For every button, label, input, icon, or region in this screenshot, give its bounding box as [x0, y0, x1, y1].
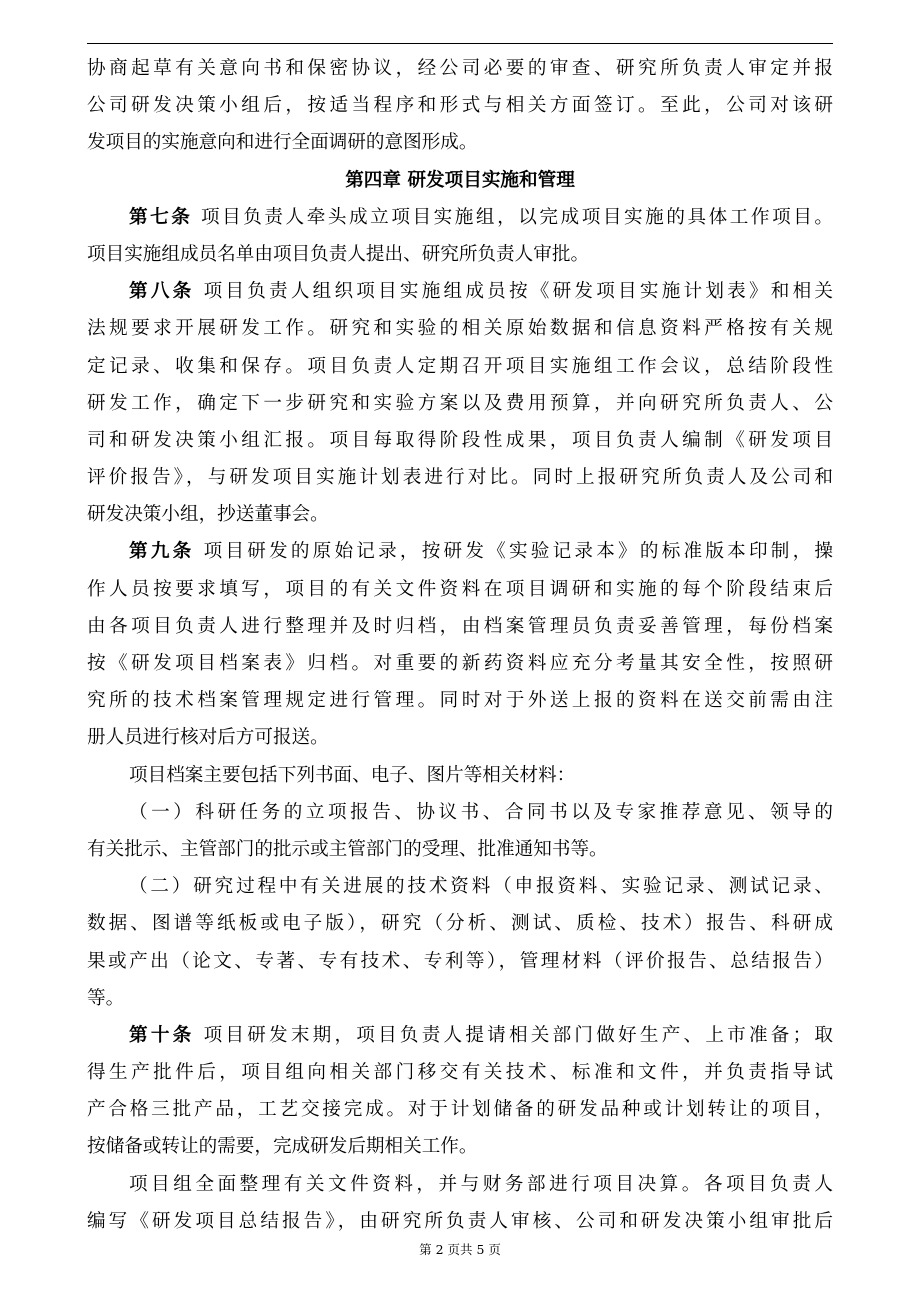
article-label: 第九条	[129, 541, 195, 563]
text-line: 项目组全面整理有关文件资料，并与财务部进行项目决算。各项目负责人	[129, 1173, 833, 1195]
text-line: 编写《研发项目总结报告》，由研究所负责人审核、公司和研发决策小组审批后	[87, 1210, 833, 1232]
text-line	[87, 533, 833, 570]
article-label: 第十条	[129, 1024, 195, 1046]
text-line: 研发决策小组，抄送董事会。	[87, 504, 329, 526]
text-line: 评价报告》，与研发项目实施计划表进行对比。同时上报研究所负责人及公司和	[87, 467, 833, 489]
article-8	[87, 273, 833, 533]
text-line: 产合格三批产品，工艺交接完成。对于计划储备的研发品种或计划转让的项目，	[87, 1099, 833, 1121]
article-text: 项目研发的原始记录，按研发《实验记录本》的标准版本印制，操	[194, 541, 833, 563]
page-number-footer: 第 2 页共 5 页	[419, 1242, 501, 1257]
text-line: 数据、图谱等纸板或电子版），研究（分析、测试、质检、技术）报告、科研成	[87, 913, 833, 935]
text-line: 有关批示、主管部门的批示或主管部门的受理、批准通知书等。	[87, 838, 608, 860]
text-line: 得生产批件后，项目组向相关部门移交有关技术、标准和文件，并负责指导试	[87, 1062, 833, 1084]
paragraph-final	[87, 1166, 833, 1240]
text-line: 公司研发决策小组后，按适当程序和形式与相关方面签订。至此，公司对该研	[87, 95, 833, 117]
article-text: 项目研发末期，项目负责人提请相关部门做好生产、上市准备；取	[194, 1024, 833, 1046]
text-line: 等。	[87, 987, 125, 1009]
text-line	[87, 273, 833, 310]
article-10	[87, 1017, 833, 1166]
text-line: 按《研发项目档案表》归档。对重要的新药资料应充分考量其安全性，按照研	[87, 653, 833, 674]
text-line: 司和研发决策小组汇报。项目每取得阶段性成果，项目负责人编制《研发项目	[87, 429, 833, 451]
text-line: （一）科研任务的立项报告、协议书、合同书以及专家推荐意见、领导的	[129, 801, 833, 823]
archive-intro: 项目档案主要包括下列书面、电子、图片等相关材料：	[129, 764, 576, 786]
article-text: 项目负责人组织项目实施组成员按《研发项目实施计划表》和相关	[194, 281, 833, 303]
text-line: 研发工作，确定下一步研究和实验方案以及费用预算，并向研究所负责人、公	[87, 392, 833, 414]
archive-item-1	[87, 794, 833, 868]
text-line: 由各项目负责人进行整理并及时归档，由档案管理员负责妥善管理，每份档案	[87, 615, 833, 637]
text-line: 果或产出（论文、专著、专有技术、专利等），管理材料（评价报告、总结报告）	[87, 950, 833, 972]
header-rule	[87, 43, 833, 44]
text-line	[87, 1017, 833, 1054]
article-label: 第八条	[129, 281, 195, 303]
text-line: 定记录、收集和保存。项目负责人定期召开项目实施组工作会议，总结阶段性	[87, 355, 833, 377]
article-9	[87, 533, 833, 756]
document-body	[87, 50, 833, 1240]
article-7	[87, 199, 833, 273]
text-line: 册人员进行核对后方可报送。	[87, 727, 329, 749]
text-line	[87, 199, 833, 236]
archive-item-2	[87, 868, 833, 1017]
article-text: 项目负责人牵头成立项目实施组，以完成项目实施的具体工作项目。	[192, 206, 833, 228]
text-line: 发项目的实施意向和进行全面调研的意图形成。	[87, 132, 478, 154]
text-line: 作人员按要求填写，项目的有关文件资料在项目调研和实施的每个阶段结束后	[87, 578, 833, 600]
article-label: 第七条	[129, 206, 193, 228]
paragraph-continuation	[87, 50, 833, 162]
text-line: 协商起草有关意向书和保密协议，经公司必要的审查、研究所负责人审定并报	[87, 58, 833, 79]
text-line: 法规要求开展研发工作。研究和实验的相关原始数据和信息资料严格按有关规	[87, 318, 833, 340]
chapter-heading: 第四章 研发项目实施和管理	[345, 169, 575, 191]
text-line: 按储备或转让的需要，完成研发后期相关工作。	[87, 1136, 478, 1158]
text-line: 项目实施组成员名单由项目负责人提出、研究所负责人审批。	[87, 243, 590, 265]
text-line: 究所的技术档案管理规定进行管理。同时对于外送上报的资料在送交前需由注	[87, 690, 833, 712]
text-line: （二）研究过程中有关进展的技术资料（申报资料、实验记录、测试记录、	[129, 876, 833, 898]
